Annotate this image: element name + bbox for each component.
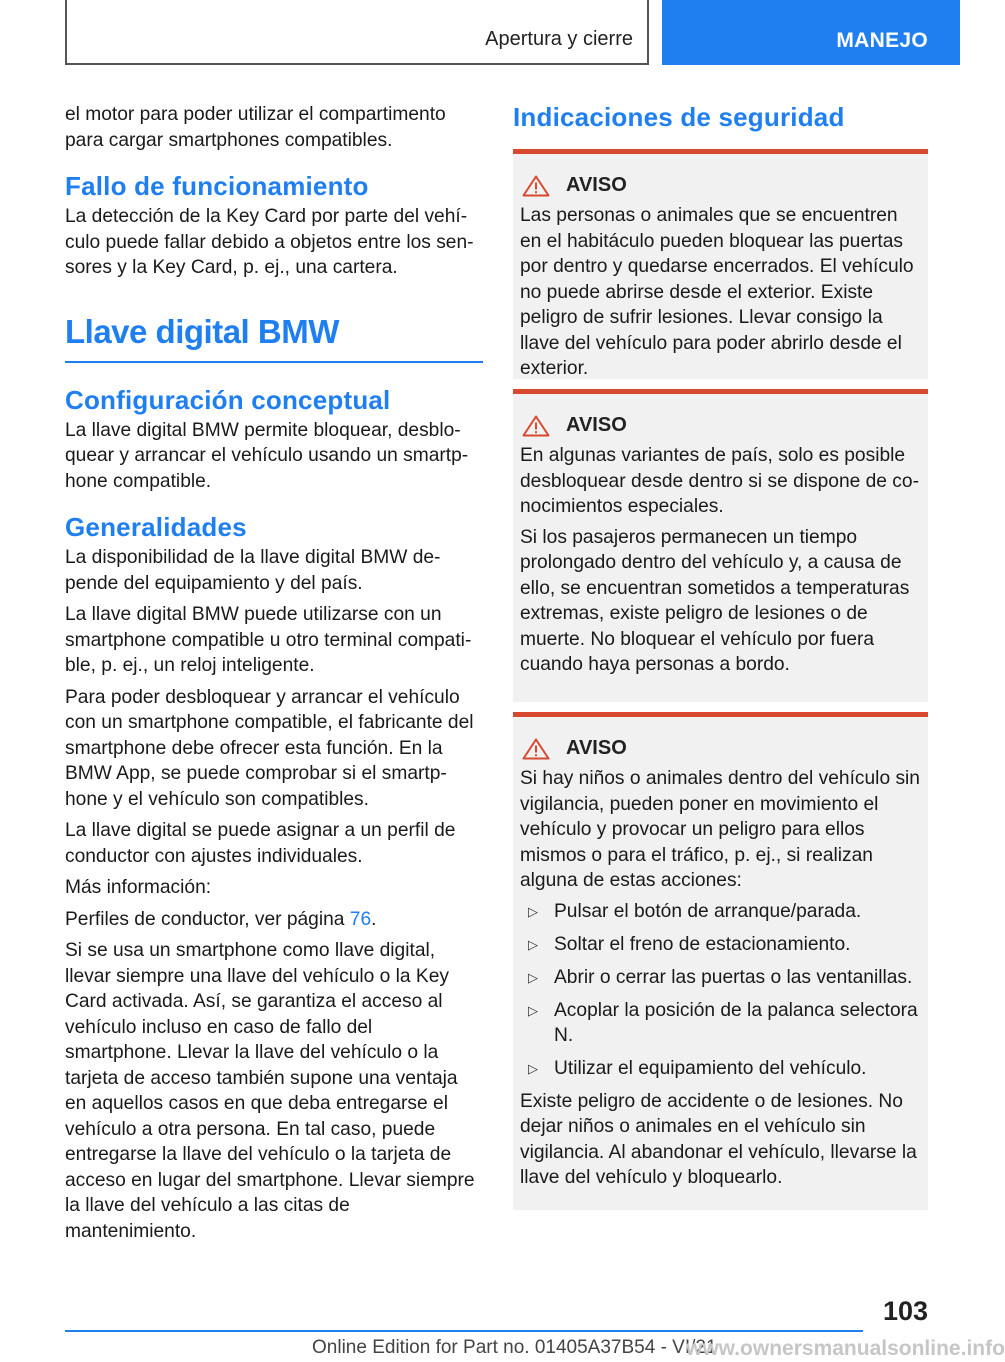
bullet-triangle-icon: ▷ [528, 903, 538, 919]
gen-paragraph-1: La disponibilidad de la llave digital BMW depende del equipamiento y del país. [65, 547, 441, 594]
fallo-paragraph: La detección de la Key Card por parte del vehículo puede fallar debido a objetos entre los sensores y la Key Card, p. ej., una cartera. [65, 206, 474, 278]
warning-3-paragraph-1: Si hay niños o animales dentro del vehículo sin vigilancia, pueden poner en movimiento el vehículo y provocar un peligro para ellos mismos o para el tráfico, p. ej., si realizan alguna de estas acciones: [520, 768, 920, 891]
list-item: ▷ Soltar el freno de estacionamiento. [520, 932, 921, 958]
warning-label-3: AVISO [566, 737, 627, 759]
intro-paragraph: el motor para poder utilizar el compartimento para cargar smartphones compatibles. [65, 104, 446, 151]
config-paragraph: La llave digital BMW permite bloquear, desbloquear y arrancar el vehículo usando un smartphone compatible. [65, 419, 469, 492]
warning-label-2: AVISO [566, 414, 627, 436]
header-section-box [65, 0, 649, 65]
gen-paragraph-6-end: . [371, 908, 377, 930]
warning-label-1: AVISO [566, 174, 627, 196]
warning-2-paragraph-1: En algunas variantes de país, solo es posible desbloquear desde dentro si se dispone de conocimientos especiales. [520, 445, 919, 517]
heading-configuracion: Configuración conceptual [65, 384, 391, 415]
right-column [513, 102, 928, 1220]
warning-2-paragraph-2: Si los pasajeros permanecen un tiempo prolongado dentro del vehículo y, a causa de ello, se encuentran sometidos a temperaturas extremas, existe peligro de lesiones o de muerte. No bloquear el vehículo por fuera cuando haya personas a bordo. [520, 526, 910, 675]
page-number: 103 [882, 1296, 928, 1326]
header-chapter-tab [662, 0, 960, 65]
page-link-76[interactable]: 76 [349, 908, 372, 930]
warning-1-text: Las personas o animales que se encuentren en el habitáculo pueden bloquear las puertas por dentro y quedarse encerrados. El vehículo no puede abrirse desde el exterior. Existe peligro de sufrir lesiones. Llevar consigo la llave del vehículo para poder abrirlo desde el exterior. [520, 205, 914, 379]
heading-seguridad: Indicaciones de seguridad [513, 102, 845, 132]
bullet-triangle-icon: ▷ [528, 1060, 538, 1076]
header-section-title: Apertura y cierre [485, 28, 633, 50]
footer-divider [65, 1330, 863, 1332]
warning-triangle-icon [522, 415, 550, 437]
gen-paragraph-6-text: Perfiles de conductor, ver página [65, 908, 350, 930]
watermark: www.ownersmanualsonline.info [686, 1337, 1005, 1360]
footer-edition: Online Edition for Part no. 01405A37B54 - VI/21 [312, 1337, 717, 1358]
left-column [65, 102, 483, 1250]
list-item: ▷ Utilizar el equipamiento del vehículo. [520, 1056, 921, 1082]
list-item: ▷ Abrir o cerrar las puertas o las ventanillas. [520, 965, 921, 991]
bullet-triangle-icon: ▷ [528, 969, 538, 985]
gen-paragraph-3: Para poder desbloquear y arrancar el vehículo con un smartphone compatible, el fabricante del smartphone debe ofrecer esta función. En la BMW App, se puede comprobar si el smartphone y el vehículo son compatibles. [65, 686, 474, 810]
warning-triangle-icon [522, 738, 550, 760]
warning-triangle-icon [522, 175, 550, 197]
warning-box-1 [513, 149, 928, 379]
warning-box-2 [513, 389, 928, 702]
heading-generalidades: Generalidades [65, 512, 247, 542]
list-item: ▷ Acoplar la posición de la palanca selectora N. [520, 998, 921, 1049]
gen-paragraph-7: Si se usa un smartphone como llave digital, llevar siempre una llave del vehículo o la Key Card activada. Así, se garantiza el acceso al vehículo incluso en caso de fallo del smartphone. Llevar la llave del vehículo o la tarjeta de acceso también supone una ventaja en aquellos casos en que deba entregarse el vehículo a otra persona. En tal caso, puede entregarse la llave del vehículo o la tarjeta de acceso en lugar del smartphone. Llevar siempre la llave del vehículo a las citas de mantenimiento. [65, 940, 475, 1242]
warning-3-list [520, 899, 921, 1082]
heading-fallo: Fallo de funcionamiento [65, 171, 369, 201]
gen-paragraph-2: La llave digital BMW puede utilizarse con un smartphone compatible u otro terminal compatible, p. ej., un reloj inteligente. [65, 604, 472, 676]
warning-box-3 [513, 712, 928, 1210]
bullet-triangle-icon: ▷ [528, 1002, 538, 1018]
gen-paragraph-6 [65, 907, 483, 933]
heading-llave-digital: Llave digital BMW [65, 313, 483, 363]
list-item: ▷ Pulsar el botón de arranque/parada. [520, 899, 921, 925]
header-chapter-label: MANEJO [836, 29, 928, 52]
gen-paragraph-4: La llave digital se puede asignar a un perfil de conductor con ajustes individuales. [65, 820, 456, 867]
warning-3-paragraph-2: Existe peligro de accidente o de lesiones. No dejar niños o animales en el vehículo sin vigilancia. Al abandonar el vehículo, llevarse la llave del vehículo y bloquearlo. [520, 1090, 917, 1188]
bullet-triangle-icon: ▷ [528, 936, 538, 952]
gen-paragraph-5: Más información: [65, 877, 212, 898]
